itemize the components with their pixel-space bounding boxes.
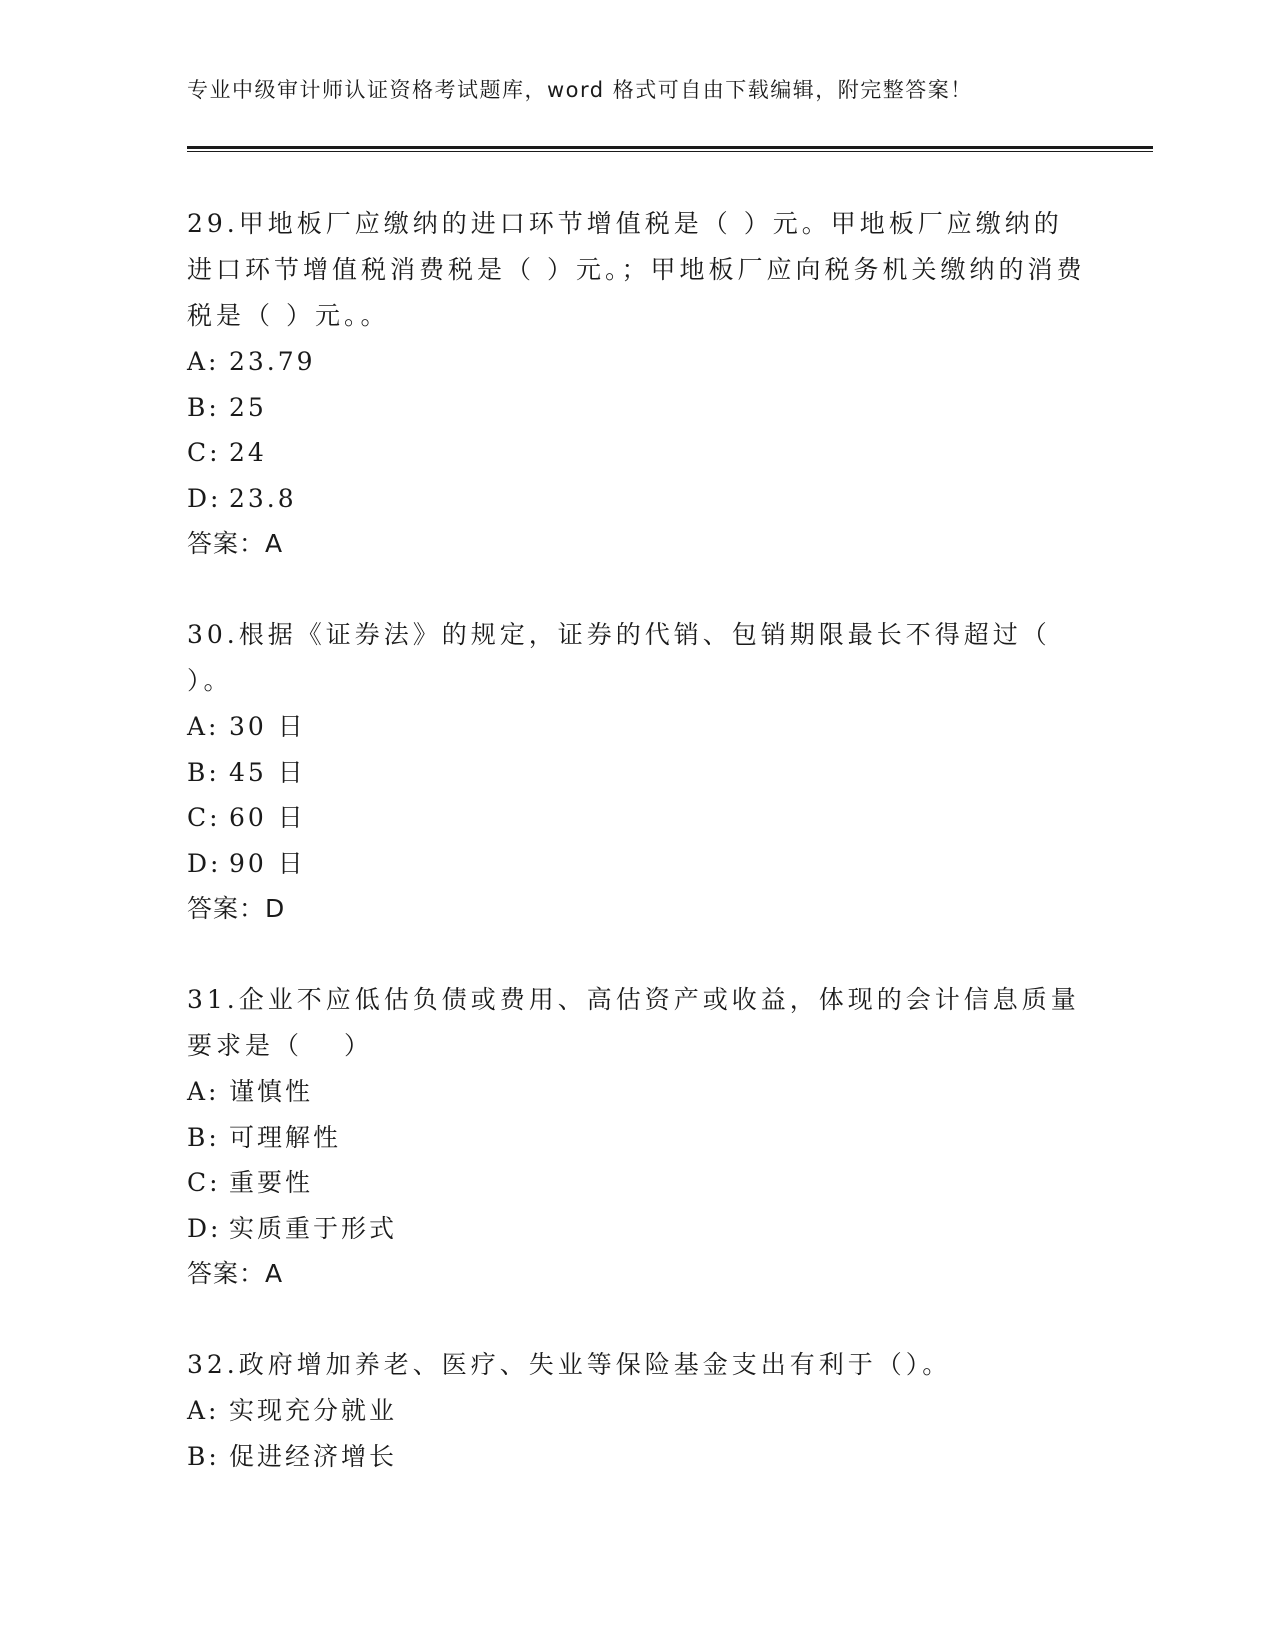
option-text: 23.8 [229, 483, 297, 513]
option-d [187, 841, 1087, 887]
option-text: 促进经济增长 [229, 1441, 398, 1471]
option-c [187, 795, 1087, 841]
option-d [187, 1206, 1087, 1252]
option-letter: D: [187, 483, 222, 513]
option-letter: D: [187, 1213, 222, 1243]
option-text: 实现充分就业 [229, 1396, 398, 1425]
option-b [187, 385, 1087, 431]
option-c [187, 1160, 1087, 1206]
option-letter: B: [187, 1441, 220, 1471]
option-letter: C: [187, 803, 221, 832]
option-a [187, 339, 1087, 385]
option-text: 45 日 [229, 757, 306, 787]
option-letter: A: [187, 347, 220, 376]
option-c [187, 430, 1087, 476]
option-text: 23.79 [229, 347, 316, 376]
question-29 [187, 201, 1087, 567]
option-text: 重要性 [229, 1168, 314, 1197]
question-list [187, 201, 1087, 1524]
option-text: 可理解性 [229, 1122, 342, 1152]
option-text: 90 日 [229, 848, 306, 878]
question-stem: 31.企业不应低估负债或费用、高估资产或收益，体现的会计信息质量要求是（ ） [187, 985, 1080, 1060]
option-letter: C: [187, 438, 221, 467]
question-32 [187, 1342, 1087, 1479]
option-letter: B: [187, 392, 220, 422]
question-30 [187, 612, 1087, 932]
option-b [187, 1434, 1087, 1480]
option-a [187, 1388, 1087, 1434]
option-text: 60 日 [229, 803, 306, 832]
header-divider [187, 146, 1153, 149]
option-letter: A: [187, 1077, 220, 1106]
question-stem: 32.政府增加养老、医疗、失业等保险基金支出有利于（）。 [187, 1350, 952, 1379]
option-text: 实质重于形式 [229, 1213, 398, 1243]
option-a [187, 1069, 1087, 1115]
option-b [187, 750, 1087, 796]
question-31 [187, 977, 1087, 1297]
option-letter: C: [187, 1168, 221, 1197]
option-letter: B: [187, 1122, 220, 1152]
answer: 答案：D [187, 894, 286, 923]
option-letter: A: [187, 1396, 220, 1425]
option-letter: A: [187, 712, 220, 741]
option-letter: B: [187, 757, 220, 787]
option-text: 谨慎性 [229, 1077, 314, 1106]
header-divider-thin [187, 151, 1153, 152]
option-d [187, 476, 1087, 522]
question-stem: 29.甲地板厂应缴纳的进口环节增值税是（ ）元。甲地板厂应缴纳的进口环节增值税消费税是（ ）元。；甲地板厂应向税务机关缴纳的消费税是（ ）元。。 [187, 209, 1086, 330]
answer: 答案：A [187, 529, 284, 558]
option-b [187, 1115, 1087, 1161]
option-text: 24 [229, 438, 267, 467]
option-letter: D: [187, 848, 222, 878]
answer: 答案：A [187, 1259, 284, 1288]
option-text: 30 日 [229, 712, 306, 741]
option-a [187, 704, 1087, 750]
option-text: 25 [229, 392, 267, 422]
question-stem: 30.根据《证券法》的规定，证券的代销、包销期限最长不得超过（ ）。 [187, 620, 1051, 695]
page-header: 专业中级审计师认证资格考试题库，word 格式可自由下载编辑，附完整答案！ [187, 78, 973, 102]
